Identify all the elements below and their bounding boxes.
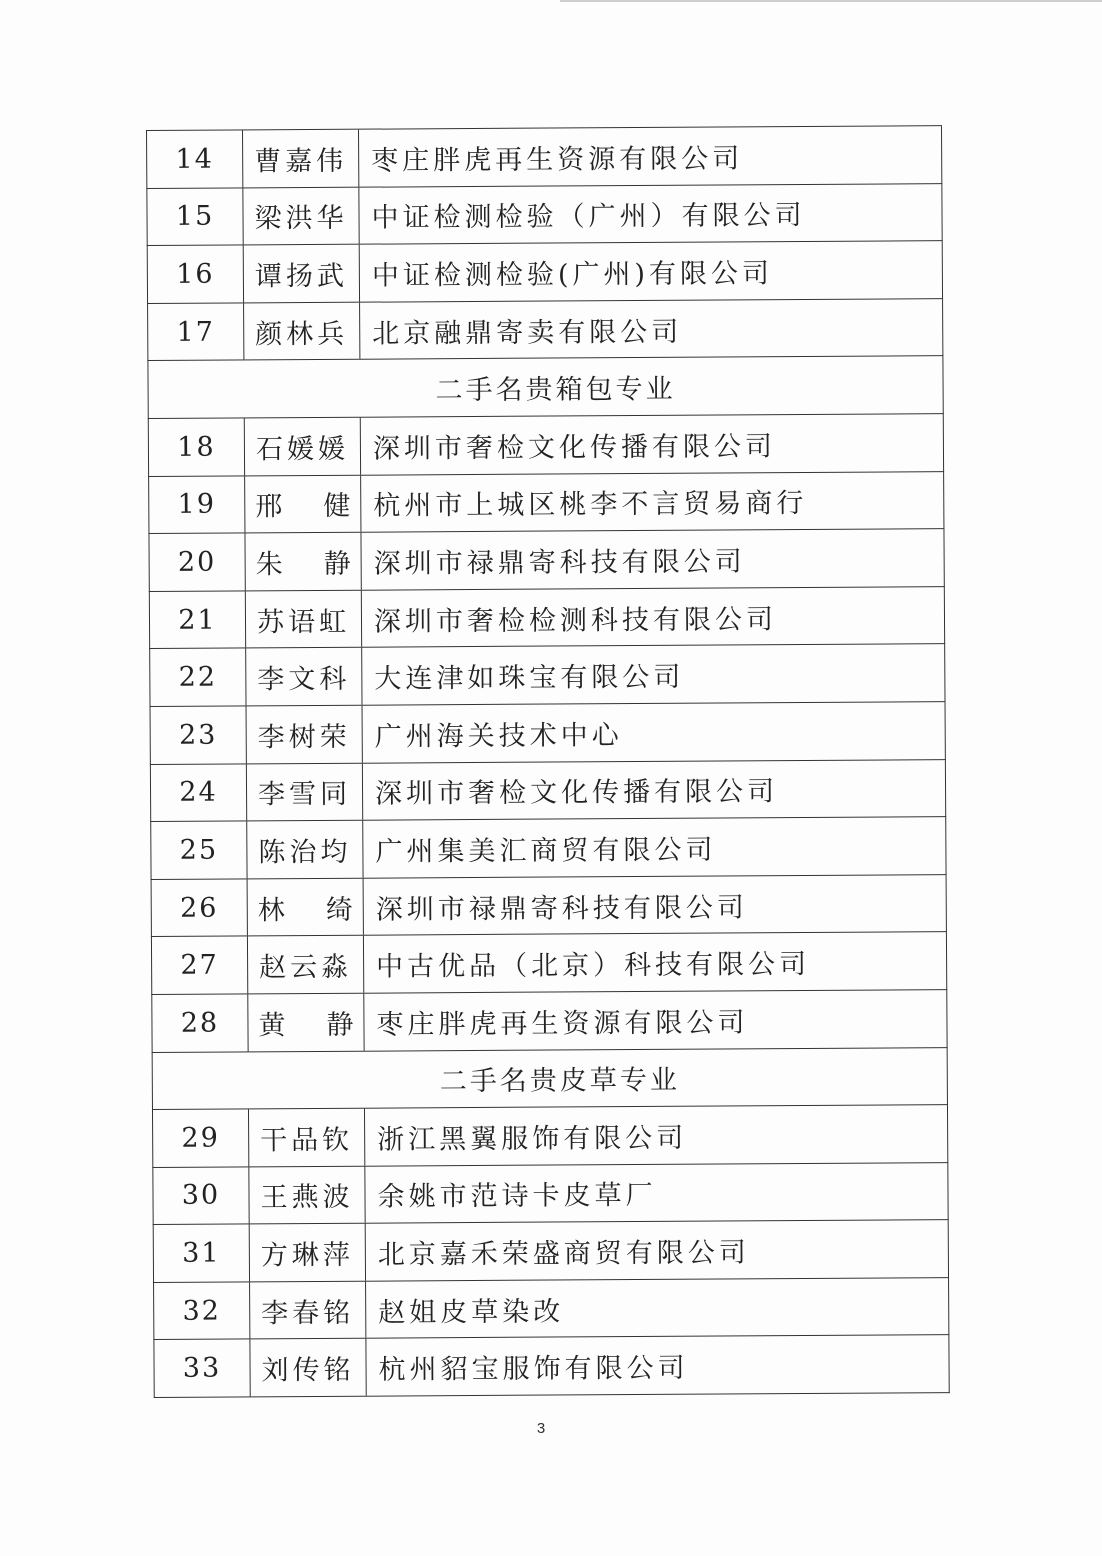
row-number: 17 bbox=[148, 303, 244, 360]
person-name-char: 邢 bbox=[255, 491, 283, 523]
row-number: 16 bbox=[148, 246, 244, 303]
table-row bbox=[149, 587, 945, 649]
person-name: 李文科 bbox=[246, 648, 362, 705]
row-number: 21 bbox=[150, 591, 246, 648]
table-row bbox=[150, 702, 946, 764]
person-name: 谭扬武 bbox=[244, 245, 360, 302]
person-name bbox=[248, 878, 364, 935]
person-name bbox=[248, 994, 364, 1051]
row-number: 24 bbox=[151, 764, 247, 821]
row-number: 29 bbox=[153, 1109, 249, 1166]
organization-name: 杭州市上城区桃李不言贸易商行 bbox=[373, 488, 808, 522]
person-name: 石媛媛 bbox=[245, 418, 361, 475]
section-title: 二手名贵皮草专业 bbox=[439, 1065, 680, 1098]
section-header-row bbox=[147, 357, 943, 419]
row-number: 28 bbox=[152, 994, 248, 1051]
table-row bbox=[150, 817, 946, 879]
table-row bbox=[153, 1278, 949, 1340]
person-name-spread bbox=[256, 542, 351, 582]
organization-name: 杭州貂宝服饰有限公司 bbox=[378, 1352, 689, 1386]
table-row bbox=[151, 875, 947, 937]
organization-name: 深圳市奢检文化传播有限公司 bbox=[372, 430, 777, 465]
page-number: 3 bbox=[536, 1420, 546, 1437]
person-name-char: 朱 bbox=[255, 549, 283, 581]
row-number: 22 bbox=[150, 649, 246, 706]
organization-name: 深圳市奢检文化传播有限公司 bbox=[374, 776, 779, 810]
table-row bbox=[151, 932, 947, 994]
table-row bbox=[149, 644, 945, 706]
person-name: 梁洪华 bbox=[243, 187, 359, 244]
row-number: 20 bbox=[149, 534, 245, 591]
row-number: 32 bbox=[154, 1282, 250, 1339]
table-row bbox=[146, 184, 942, 246]
organization-name: 广州海关技术中心 bbox=[374, 719, 623, 753]
organization-name: 北京嘉禾荣盛商贸有限公司 bbox=[377, 1237, 750, 1271]
person-name: 赵云淼 bbox=[248, 936, 364, 993]
person-name: 方琳萍 bbox=[250, 1224, 366, 1281]
organization-name: 中证检测检验（广州）有限公司 bbox=[371, 200, 806, 235]
table-row bbox=[152, 1163, 948, 1225]
organization-name: 中古优品（北京）科技有限公司 bbox=[376, 949, 811, 983]
organization-name: 深圳市禄鼎寄科技有限公司 bbox=[375, 891, 748, 926]
organization-name: 枣庄胖虎再生资源有限公司 bbox=[371, 143, 744, 177]
row-number: 30 bbox=[153, 1167, 249, 1224]
section-title: 二手名贵箱包专业 bbox=[435, 373, 676, 407]
roster-table bbox=[146, 125, 950, 1398]
person-name: 陈治均 bbox=[247, 821, 363, 878]
table-row bbox=[146, 126, 942, 188]
person-name-spread bbox=[255, 484, 350, 524]
row-number: 26 bbox=[152, 879, 248, 936]
person-name: 李雪同 bbox=[247, 763, 363, 820]
person-name: 曹嘉伟 bbox=[243, 130, 359, 187]
person-name: 苏语虹 bbox=[246, 590, 362, 647]
person-name-spread bbox=[258, 1002, 353, 1042]
table-row bbox=[153, 1220, 949, 1282]
person-name: 颜林兵 bbox=[244, 302, 360, 359]
row-number: 18 bbox=[149, 418, 245, 475]
row-number: 14 bbox=[147, 130, 243, 187]
row-number: 33 bbox=[154, 1340, 250, 1397]
page-edge-line bbox=[560, 0, 1102, 2]
row-number: 19 bbox=[149, 476, 245, 533]
person-name: 王燕波 bbox=[249, 1166, 365, 1223]
organization-name: 北京融鼎寄卖有限公司 bbox=[372, 316, 683, 350]
person-name-char: 静 bbox=[323, 548, 351, 580]
person-name-char: 黄 bbox=[258, 1009, 286, 1042]
row-number: 15 bbox=[147, 188, 243, 245]
person-name bbox=[245, 533, 361, 590]
person-name: 刘传铭 bbox=[250, 1339, 366, 1396]
row-number: 31 bbox=[154, 1225, 250, 1282]
person-name-char: 静 bbox=[326, 1009, 354, 1041]
table-row bbox=[152, 1105, 948, 1167]
row-number: 23 bbox=[151, 706, 247, 763]
organization-name: 广州集美汇商贸有限公司 bbox=[375, 834, 717, 868]
section-header-row bbox=[152, 1048, 948, 1110]
organization-name: 深圳市奢检检测科技有限公司 bbox=[373, 603, 778, 638]
organization-name: 大连津如珠宝有限公司 bbox=[374, 661, 685, 695]
organization-name: 中证检测检验(广州)有限公司 bbox=[371, 258, 774, 292]
row-number: 25 bbox=[151, 822, 247, 879]
table-row bbox=[151, 990, 947, 1052]
table-row bbox=[153, 1336, 949, 1398]
organization-name: 赵姐皮草染改 bbox=[378, 1296, 565, 1329]
table-row bbox=[147, 241, 943, 303]
person-name: 李树荣 bbox=[247, 706, 363, 763]
organization-name: 枣庄胖虎再生资源有限公司 bbox=[376, 1007, 749, 1041]
person-name-spread bbox=[258, 887, 353, 927]
person-name bbox=[245, 475, 361, 532]
person-name-char: 健 bbox=[323, 491, 351, 523]
person-name: 干品钦 bbox=[249, 1109, 365, 1166]
row-number: 27 bbox=[152, 937, 248, 994]
organization-name: 浙江黑翼服饰有限公司 bbox=[377, 1122, 688, 1156]
person-name: 李春铭 bbox=[250, 1282, 366, 1339]
organization-name: 深圳市禄鼎寄科技有限公司 bbox=[373, 546, 746, 580]
table-row bbox=[148, 529, 944, 591]
table-row bbox=[150, 760, 946, 822]
table-row bbox=[148, 472, 944, 534]
organization-name: 余姚市范诗卡皮草厂 bbox=[377, 1180, 657, 1214]
person-name-char: 林 bbox=[257, 894, 285, 926]
person-name-char: 绮 bbox=[325, 894, 353, 926]
table-row bbox=[147, 299, 943, 361]
table-row bbox=[148, 414, 944, 476]
